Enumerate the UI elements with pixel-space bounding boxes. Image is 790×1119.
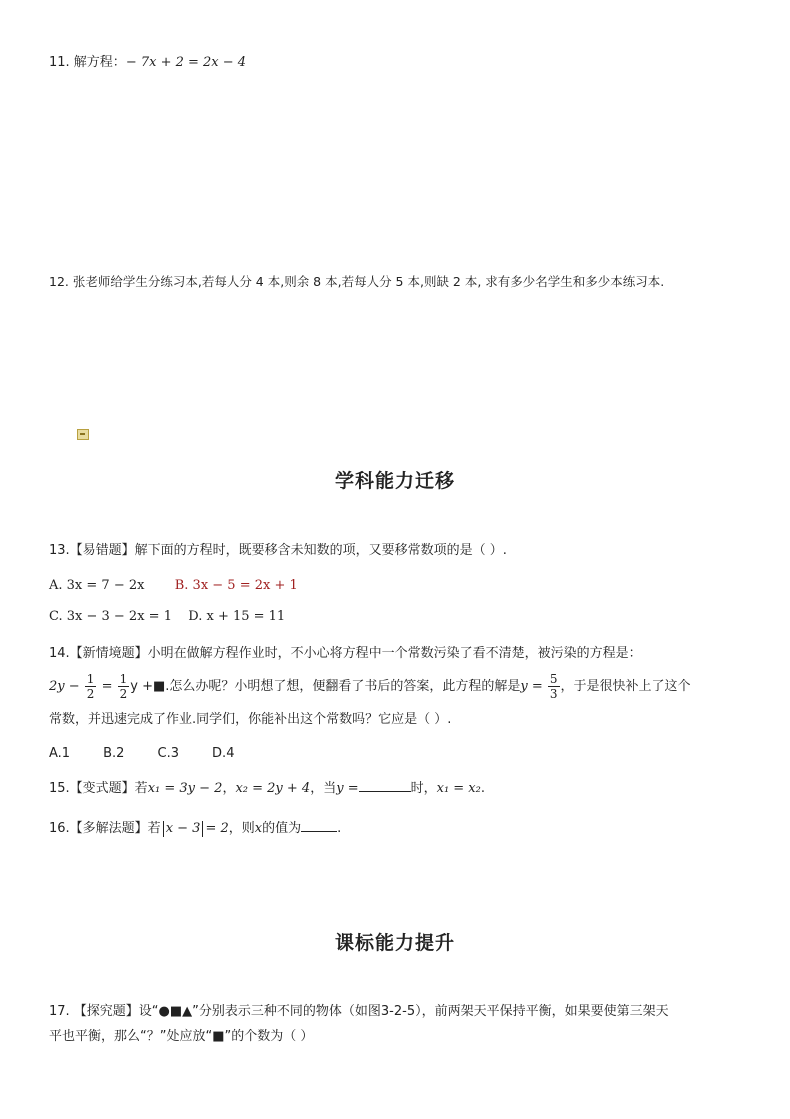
question-14-options: A.1 B.2 C.3 D.4 xyxy=(49,746,235,761)
question-13-stem: 13.【易错题】解下面的方程时，既要移含未知数的项，又要移常数项的是（ ）. xyxy=(49,543,507,558)
question-16 xyxy=(49,820,341,838)
question-14-line3: 常数，并迅速完成了作业.同学们，你能补出这个常数吗？它应是（ ）. xyxy=(49,712,452,727)
q16-prefix: 16.【多解法题】若 xyxy=(49,821,161,836)
q15-mid: ，当 xyxy=(310,781,337,796)
question-13-options-row2 xyxy=(49,608,285,626)
q14-eq-part-a: 2y − xyxy=(49,679,80,694)
q16-answer-blank[interactable] xyxy=(301,831,337,832)
q15-end: . xyxy=(480,781,485,796)
question-11 xyxy=(49,54,246,72)
question-17-line2: 平也平衡，那么“？”处应放“■”的个数为（ ） xyxy=(49,1029,314,1044)
question-15 xyxy=(49,780,485,798)
q13-option-a: A. 3x = 7 − 2x xyxy=(49,578,145,593)
question-17-line1: 17. 【探究题】设“●■▲”分别表示三种不同的物体（如图3-2-5），前两架天平保持平衡，如果要使第三架天 xyxy=(49,1004,669,1019)
question-12: 12. 张老师给学生分练习本,若每人分 4 本,则余 8 本,若每人分 5 本,则缺 2 本, 求有多少名学生和多少本练习本. xyxy=(49,274,665,289)
q14-frac3-num: 5 xyxy=(549,672,558,686)
q14-eq-part-c: y +■.怎么办呢？小明想了想，便翻看了书后的答案，此方程的解是 xyxy=(130,679,521,694)
section-title-1: 学科能力迁移 xyxy=(334,470,455,492)
q14-fraction-2 xyxy=(118,672,130,701)
q16-eq: = 2 xyxy=(205,821,229,836)
q16-inner: x − 3 xyxy=(165,821,201,836)
image-placeholder-icon xyxy=(77,429,89,440)
q15-sep: ， xyxy=(222,781,236,796)
q16-end: 的值为 xyxy=(262,821,302,836)
abs-bar-left xyxy=(163,821,164,837)
q14-eq-part-d: ，于是很快补上了这个 xyxy=(560,679,691,694)
q14-frac1-den: 2 xyxy=(86,687,95,701)
q14-eq-part-b: = xyxy=(101,679,113,694)
q11-equation: − 7x + 2 = 2x − 4 xyxy=(125,55,247,70)
q14-fraction-1 xyxy=(85,672,97,701)
q14-frac3-den: 3 xyxy=(549,687,558,701)
q15-expr-3: x₁ = x₂ xyxy=(436,781,481,796)
q14-frac2-den: 2 xyxy=(119,687,128,701)
q15-expr-1: x₁ = 3y − 2 xyxy=(147,781,223,796)
q15-var: y = xyxy=(336,781,359,796)
question-13-options-row1 xyxy=(49,577,298,595)
q13-option-d: D. x + 15 = 11 xyxy=(188,609,286,624)
q15-prefix: 15.【变式题】若 xyxy=(49,781,148,796)
question-14-line1: 14.【新情境题】小明在做解方程作业时，不小心将方程中一个常数污染了看不清楚，被污染的方程是： xyxy=(49,646,642,661)
q13-option-c: C. 3x − 3 − 2x = 1 xyxy=(49,609,172,624)
q11-label: 11. 解方程： xyxy=(49,55,126,70)
q15-after: 时， xyxy=(410,781,437,796)
q15-answer-blank[interactable] xyxy=(359,791,411,792)
q14-frac1-num: 1 xyxy=(86,672,95,686)
question-14-line2 xyxy=(49,672,691,706)
q14-answer-var: y = xyxy=(520,679,543,694)
q14-fraction-3 xyxy=(548,672,560,701)
abs-bar-right xyxy=(202,821,203,837)
q16-tail: . xyxy=(337,821,342,836)
q16-var: x xyxy=(254,821,263,836)
section-title-2: 课标能力提升 xyxy=(334,932,455,954)
q16-mid: ，则 xyxy=(228,821,255,836)
q14-frac2-num: 1 xyxy=(119,672,128,686)
q13-option-b: B. 3x − 5 = 2x + 1 xyxy=(174,578,298,593)
q15-expr-2: x₂ = 2y + 4 xyxy=(235,781,311,796)
